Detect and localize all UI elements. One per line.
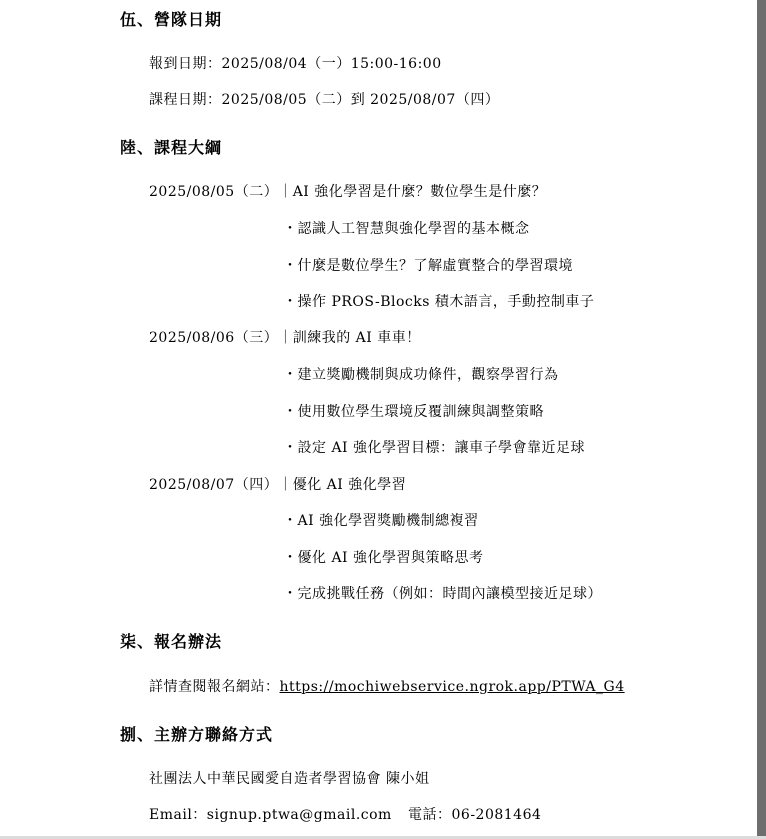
registration-link[interactable]: https://mochiwebservice.ngrok.app/PTWA_G4 xyxy=(279,679,625,695)
contact-email: Email：signup.ptwa@gmail.com xyxy=(149,807,392,823)
section-title-registration: 柒、報名辦法 xyxy=(120,632,223,651)
list-item: ・AI 強化學習獎勵機制總複習 xyxy=(283,513,479,529)
list-item: ・認識人工智慧與強化學習的基本概念 xyxy=(283,221,530,237)
registration-prefix: 詳情查閱報名網站： xyxy=(149,679,280,695)
list-item: ・建立獎勵機制與成功條件，觀察學習行為 xyxy=(283,367,559,383)
contact-phone: 電話：06-2081464 xyxy=(408,807,542,823)
list-item: ・優化 AI 強化學習與策略思考 xyxy=(283,550,484,566)
list-item: ・操作 PROS-Blocks 積木語言，手動控制車子 xyxy=(283,294,595,310)
list-item: ・什麼是數位學生？了解虛實整合的學習環境 xyxy=(283,258,573,274)
list-item: ・使用數位學生環境反覆訓練與調整策略 xyxy=(283,404,544,420)
day-heading: 2025/08/06（三）｜訓練我的 AI 車車！ xyxy=(149,330,421,346)
checkin-date: 報到日期：2025/08/04（一）15:00-16:00 xyxy=(149,56,442,72)
list-item: ・完成挑戰任務（例如：時間內讓模型接近足球） xyxy=(283,586,602,602)
organizer: 社團法人中華民國愛自造者學習協會 陳小姐 xyxy=(149,771,430,787)
viewer-background xyxy=(757,0,766,839)
section-title-contact: 捌、主辦方聯絡方式 xyxy=(120,725,274,744)
registration-line xyxy=(149,676,625,696)
day-heading: 2025/08/05（二）｜AI 強化學習是什麼？數位學生是什麼？ xyxy=(149,184,547,200)
day-heading: 2025/08/07（四）｜優化 AI 強化學習 xyxy=(149,477,407,493)
section-title-syllabus: 陸、課程大綱 xyxy=(120,138,223,157)
section-title-camp-dates: 伍、營隊日期 xyxy=(120,10,223,29)
list-item: ・設定 AI 強化學習目標：讓車子學會靠近足球 xyxy=(283,440,586,456)
course-dates: 課程日期：2025/08/05（二）到 2025/08/07（四） xyxy=(149,92,500,108)
